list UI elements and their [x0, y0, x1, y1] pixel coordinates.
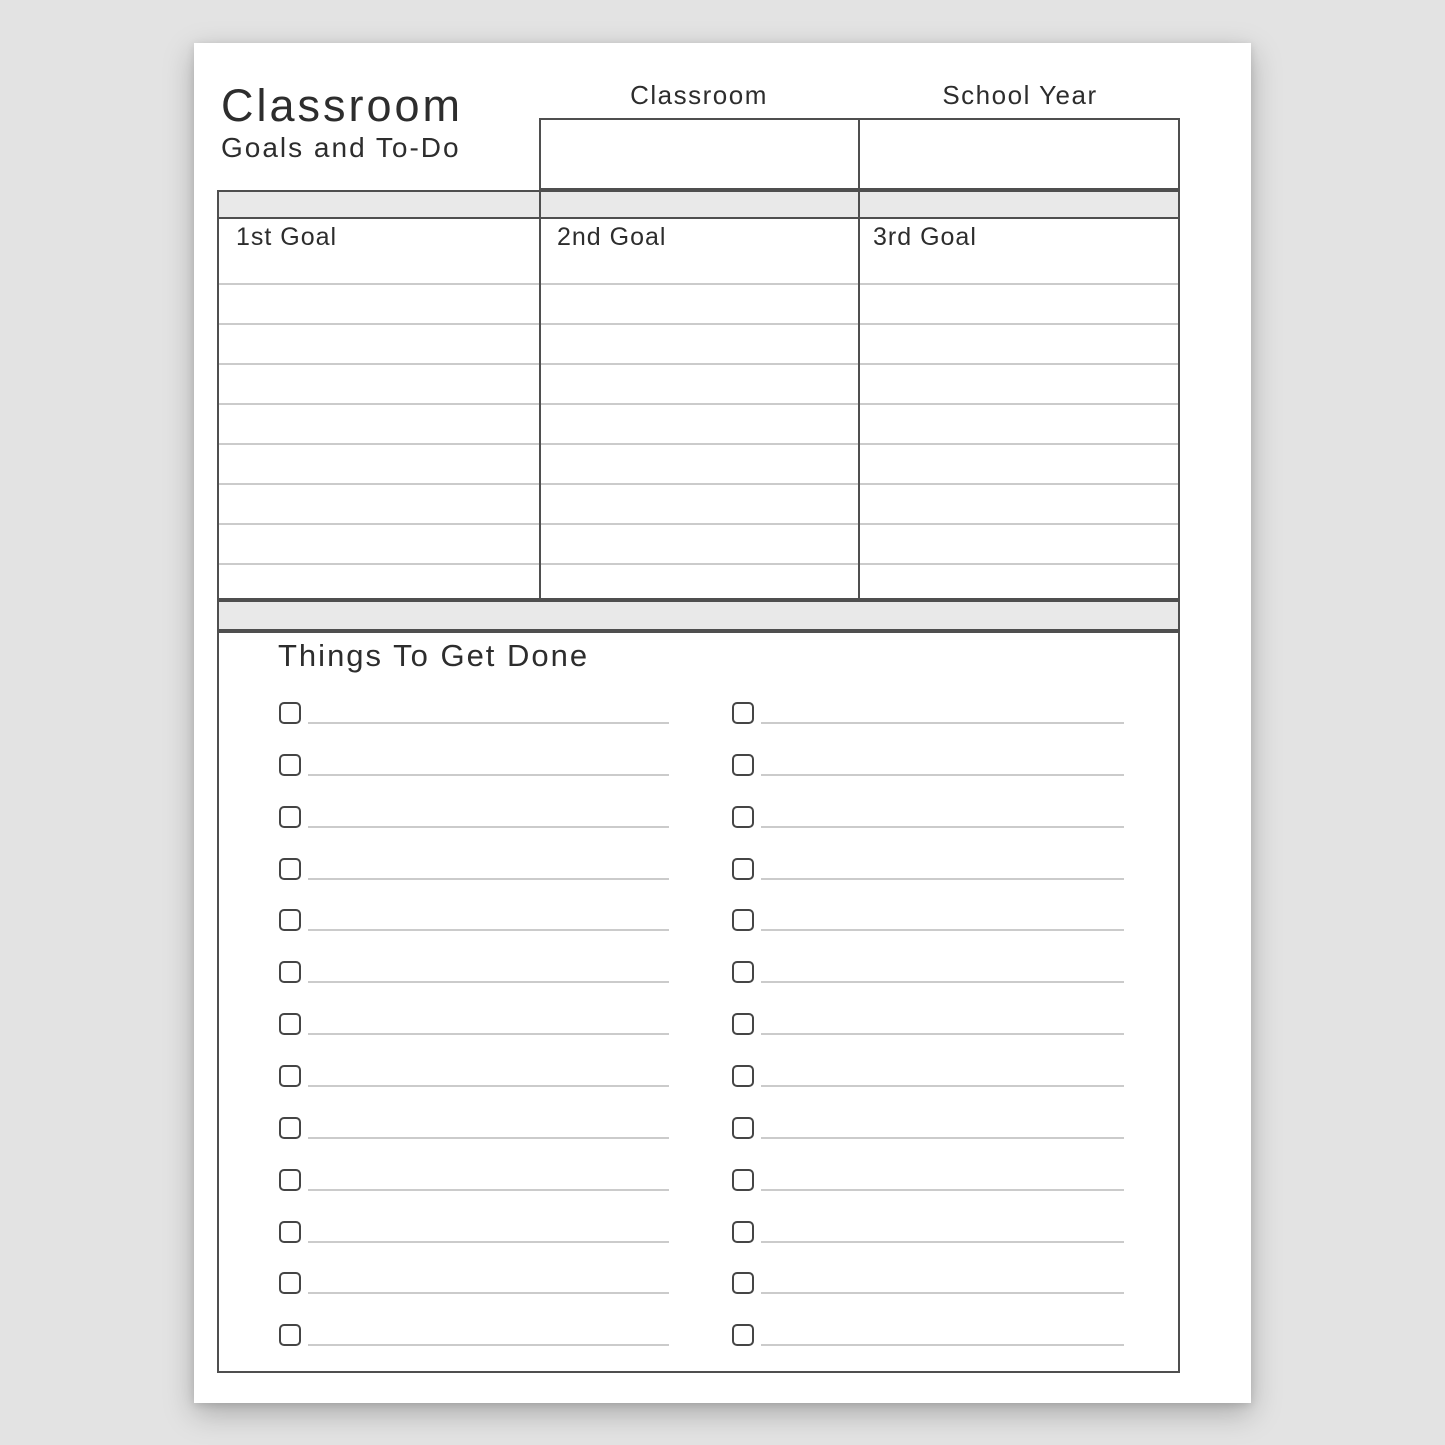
todo-line-field[interactable]	[761, 981, 1124, 983]
goal-column-area-1[interactable]	[219, 219, 541, 598]
todo-checkbox[interactable]	[732, 909, 754, 931]
goal-rule-line	[219, 403, 1178, 405]
todo-checkbox[interactable]	[732, 806, 754, 828]
todo-checkbox[interactable]	[732, 1013, 754, 1035]
goal-rule-line	[219, 523, 1178, 525]
todo-row	[279, 754, 674, 780]
todo-row	[732, 806, 1130, 832]
todo-line-field[interactable]	[761, 826, 1124, 828]
todo-line-field[interactable]	[308, 1292, 669, 1294]
todo-row	[279, 1272, 674, 1298]
page-subtitle: Goals and To-Do	[221, 132, 461, 163]
todo-row	[279, 858, 674, 884]
todo-line-field[interactable]	[761, 1189, 1124, 1191]
todo-checkbox[interactable]	[732, 1169, 754, 1191]
todo-row	[279, 1324, 674, 1350]
todo-row	[732, 1013, 1130, 1039]
todo-row	[279, 1117, 674, 1143]
goal-rule-line	[219, 563, 1178, 565]
todo-heading: Things To Get Done	[278, 638, 590, 673]
goals-header-band	[217, 190, 1180, 219]
todo-line-field[interactable]	[308, 1033, 669, 1035]
todo-row	[732, 909, 1130, 935]
todo-row	[279, 1169, 674, 1195]
todo-checkbox[interactable]	[279, 754, 301, 776]
todo-row	[732, 1324, 1130, 1350]
todo-line-field[interactable]	[308, 981, 669, 983]
todo-line-field[interactable]	[308, 1189, 669, 1191]
todo-row	[732, 858, 1130, 884]
todo-line-field[interactable]	[308, 1344, 669, 1346]
todo-checkbox[interactable]	[732, 1117, 754, 1139]
todo-row	[279, 702, 674, 728]
todo-row	[279, 806, 674, 832]
classroom-field-input[interactable]	[541, 120, 860, 188]
goal-rule-line	[219, 483, 1178, 485]
goal-rule-line	[219, 443, 1178, 445]
todo-column-2	[732, 702, 1130, 1352]
todo-line-field[interactable]	[308, 878, 669, 880]
school-year-field-input[interactable]	[860, 120, 1178, 188]
todo-line-field[interactable]	[308, 826, 669, 828]
todo-row	[732, 1117, 1130, 1143]
goals-table	[217, 219, 1180, 600]
todo-line-field[interactable]	[761, 1137, 1124, 1139]
todo-header-band	[217, 600, 1180, 631]
todo-line-field[interactable]	[761, 1033, 1124, 1035]
classroom-field-label: Classroom	[630, 80, 768, 110]
goal-column-area-2[interactable]	[543, 219, 860, 598]
todo-checkbox[interactable]	[732, 702, 754, 724]
header-fields-box	[539, 118, 1180, 190]
goal-column-divider	[858, 190, 860, 600]
todo-line-field[interactable]	[761, 774, 1124, 776]
todo-row	[732, 754, 1130, 780]
todo-line-field[interactable]	[308, 1241, 669, 1243]
todo-checkbox[interactable]	[279, 1221, 301, 1243]
todo-checkbox[interactable]	[279, 858, 301, 880]
todo-line-field[interactable]	[761, 1085, 1124, 1087]
todo-row	[732, 1272, 1130, 1298]
todo-line-field[interactable]	[761, 722, 1124, 724]
todo-row	[732, 961, 1130, 987]
todo-checkbox[interactable]	[732, 961, 754, 983]
todo-row	[732, 1221, 1130, 1247]
school-year-field-label: School Year	[942, 80, 1098, 110]
todo-line-field[interactable]	[308, 929, 669, 931]
todo-row	[732, 1065, 1130, 1091]
todo-checkbox[interactable]	[732, 1221, 754, 1243]
goal-column-label-3: 3rd Goal	[873, 223, 977, 251]
todo-section	[217, 631, 1180, 1373]
todo-line-field[interactable]	[308, 774, 669, 776]
todo-checkbox[interactable]	[732, 1324, 754, 1346]
todo-row	[732, 1169, 1130, 1195]
goal-rule-line	[219, 363, 1178, 365]
page	[194, 43, 1251, 1403]
todo-checkbox[interactable]	[279, 1013, 301, 1035]
todo-line-field[interactable]	[761, 878, 1124, 880]
todo-checkbox[interactable]	[279, 909, 301, 931]
todo-checkbox[interactable]	[279, 1324, 301, 1346]
todo-checkbox[interactable]	[279, 1065, 301, 1087]
page-title: Classroom	[221, 80, 464, 131]
todo-line-field[interactable]	[761, 1344, 1124, 1346]
goal-column-area-3[interactable]	[862, 219, 1178, 598]
todo-checkbox[interactable]	[279, 806, 301, 828]
todo-checkbox[interactable]	[732, 1065, 754, 1087]
todo-row	[279, 1013, 674, 1039]
todo-line-field[interactable]	[761, 929, 1124, 931]
goal-rule-line	[219, 323, 1178, 325]
todo-line-field[interactable]	[308, 1085, 669, 1087]
todo-column-1	[279, 702, 674, 1352]
todo-row	[279, 1065, 674, 1091]
todo-row	[279, 1221, 674, 1247]
todo-checkbox[interactable]	[732, 754, 754, 776]
todo-checkbox[interactable]	[732, 1272, 754, 1294]
goal-rule-line	[219, 283, 1178, 285]
todo-line-field[interactable]	[761, 1241, 1124, 1243]
todo-row	[279, 961, 674, 987]
goal-column-label-2: 2nd Goal	[557, 223, 667, 251]
todo-line-field[interactable]	[308, 722, 669, 724]
todo-checkbox[interactable]	[279, 702, 301, 724]
todo-line-field[interactable]	[308, 1137, 669, 1139]
todo-checkbox[interactable]	[732, 858, 754, 880]
todo-row	[732, 702, 1130, 728]
goal-column-divider	[539, 190, 541, 600]
todo-checkbox[interactable]	[279, 1272, 301, 1294]
goal-column-label-1: 1st Goal	[236, 223, 338, 251]
todo-row	[279, 909, 674, 935]
todo-checkbox[interactable]	[279, 1169, 301, 1191]
todo-line-field[interactable]	[761, 1292, 1124, 1294]
todo-checkbox[interactable]	[279, 1117, 301, 1139]
todo-checkbox[interactable]	[279, 961, 301, 983]
